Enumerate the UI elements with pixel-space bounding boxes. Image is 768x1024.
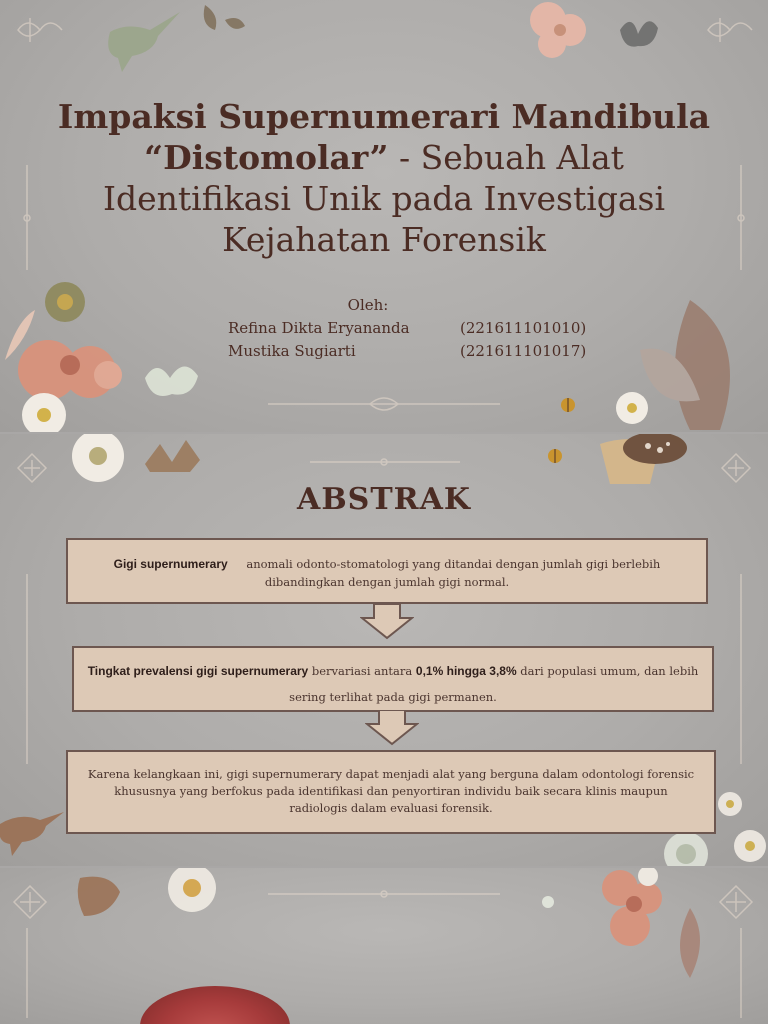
prevalence-term: Tingkat prevalensi gigi supernumerary [87, 664, 309, 678]
author-row [228, 317, 586, 340]
butterfly-icon [145, 366, 198, 396]
definition-text: anomali odonto-stomatologi yang ditandai dengan jumlah gigi berlebih [246, 557, 661, 571]
slide3-decorations [0, 868, 768, 1024]
author-id: (221611101010) [460, 319, 587, 337]
title-distomolar: “Distomolar” [144, 138, 389, 177]
author-name: Refina Dikta Eryananda [228, 319, 410, 337]
ladybug-icon [561, 398, 575, 412]
author-byline [228, 294, 586, 363]
prevalence-range: 0,1% hingga 3,8% [415, 664, 517, 678]
prevalence-text-2: dari populasi umum, dan lebih [516, 664, 699, 678]
title-line-3: Identifikasi Unik pada Investigasi [102, 179, 666, 218]
flower-icon [530, 2, 586, 58]
conclusion-text: Karena kelangkaan ini, gigi supernumerary dapat menjadi alat yang berguna dalam odontologi forensic khususnya yang berfokus pada identifikasi dan penyortiran individu baik secara klinis maupun radiologis dalam evaluasi forensik. [87, 767, 695, 815]
title-line-1: Impaksi Supernumerari Mandibula [57, 97, 711, 136]
flower-icon [602, 868, 700, 978]
definition-term: Gigi supernumerary [113, 557, 228, 571]
next-slide-partial [0, 868, 768, 1024]
down-arrow-icon [365, 710, 419, 746]
title-slide [0, 0, 768, 432]
byline-label: Oleh: [347, 296, 389, 314]
flower-icon [5, 282, 122, 400]
leaf-icon [640, 300, 730, 430]
author-row [228, 340, 586, 363]
daisy-icon [616, 392, 648, 424]
prevalence-box [72, 646, 714, 712]
daisy-icon [22, 393, 66, 432]
author-name: Mustika Sugiarti [228, 342, 356, 360]
title-line-2: - Sebuah Alat [388, 138, 624, 177]
butterfly-icon [620, 21, 658, 46]
hummingbird-icon [108, 12, 180, 72]
leaf-icon [204, 5, 245, 30]
title-line-4: Kejahatan Forensik [222, 220, 546, 259]
abstract-slide [0, 434, 768, 866]
flower-icon [600, 434, 687, 484]
definition-text-2: dibandingkan dengan jumlah gigi normal. [264, 575, 510, 589]
author-id: (221611101017) [460, 342, 587, 360]
ladybug-icon [548, 449, 562, 463]
daisy-icon [72, 434, 124, 482]
prevalence-text-3: sering terlihat pada gigi permanen. [289, 690, 497, 704]
hummingbird-icon [0, 812, 64, 856]
presentation-title [40, 96, 728, 260]
conclusion-box [66, 750, 716, 834]
abstract-heading: ABSTRAK [297, 482, 471, 517]
flower-icon [145, 440, 200, 472]
prevalence-text: bervariasi antara [308, 664, 416, 678]
flower-icon [78, 868, 216, 916]
definition-box [66, 538, 708, 604]
ladybug-icon [542, 896, 554, 908]
down-arrow-icon [360, 604, 414, 640]
